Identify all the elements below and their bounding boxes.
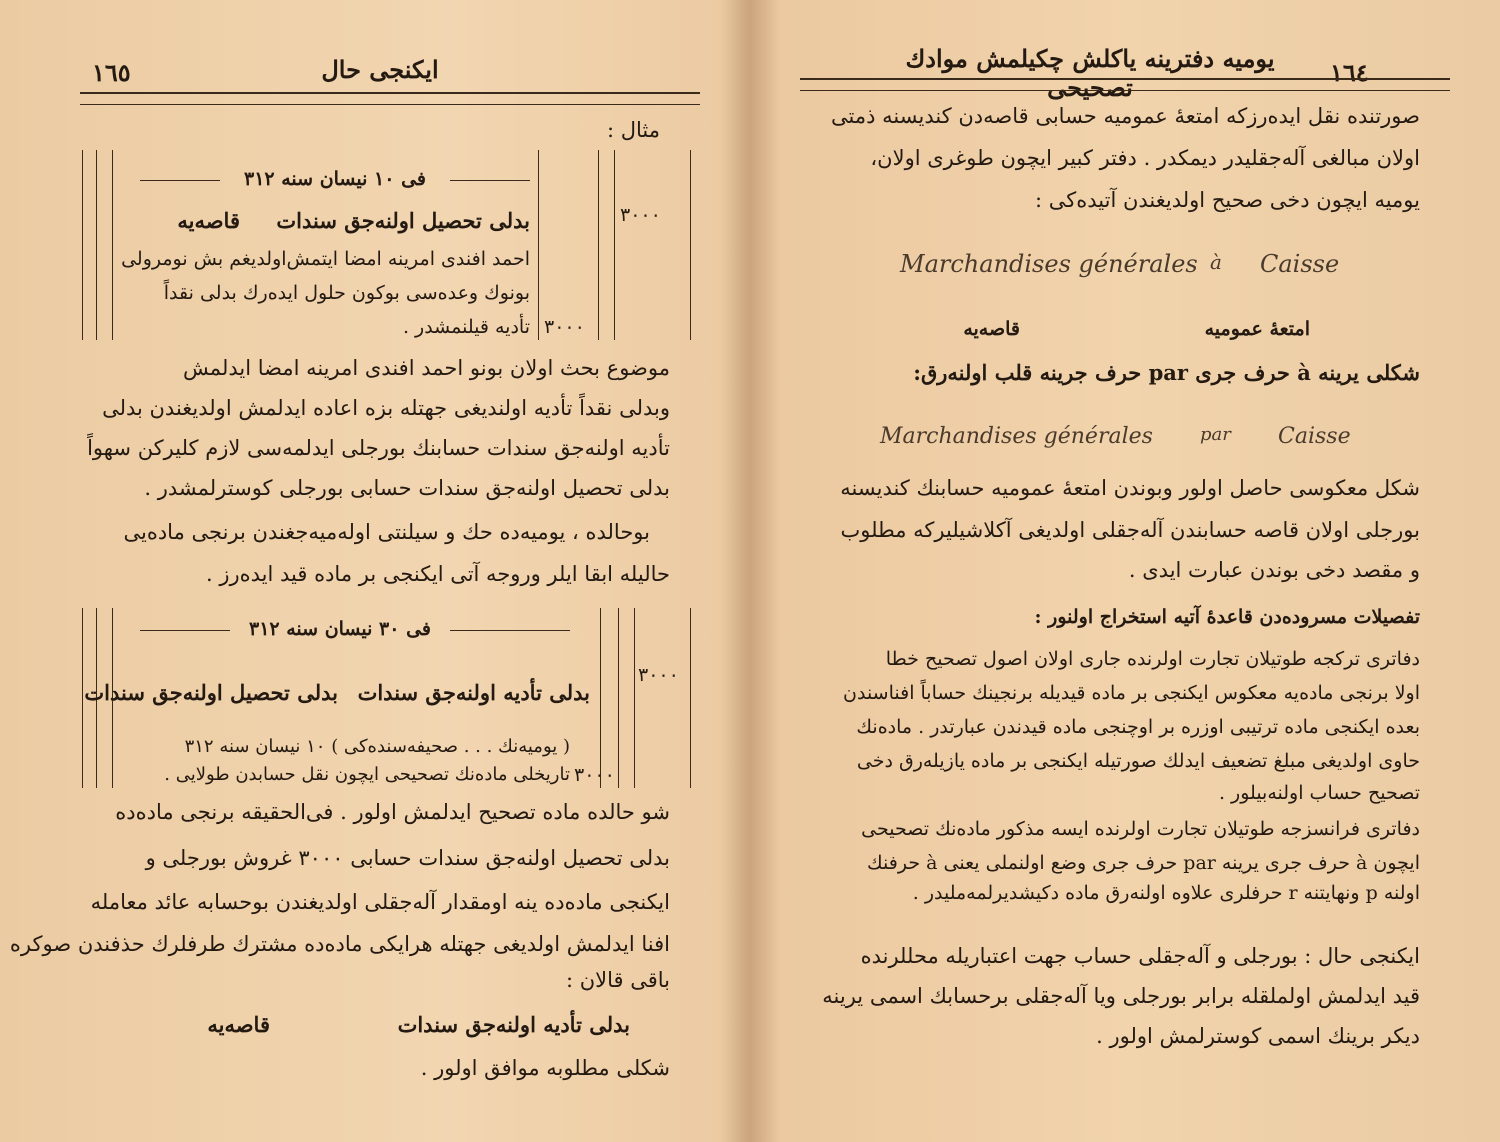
entry1-date: فی ١٠ نیسان سنه ٣١٢ xyxy=(244,168,426,190)
right-page-header: یومیه دفترینه یاكلش چكیلمش موادك تصحیحی xyxy=(905,44,1275,102)
entry2-credit: بدلی تحصیل اولنه‌جق سندات xyxy=(84,680,338,705)
entry1-debit: بدلی تحصیل اولنه‌جق سندات xyxy=(276,208,530,233)
right-header-rule xyxy=(800,78,1450,91)
para3-line-3: ایكنجی ماده‌ده ینه اومقدار آله‌جقلی اولدیغندن بوحسابه عائد معامله xyxy=(90,890,670,914)
para1-line-1: موضوع بحث اولان بونو احمد افندی امرینه امضا ایدلمش xyxy=(183,356,670,380)
para4-right-line-3: دیكر برینك اسمی كوسترلمش اولور . xyxy=(1096,1024,1420,1048)
entry2-line-1: ( یومیه‌نك . . . صحیفه‌سنده‌كی ) ١٠ نیسان سنه ٣١٢ xyxy=(184,736,570,757)
entry2-debit: بدلی تأدیه اولنه‌جق سندات xyxy=(357,680,590,705)
para1-right-line-1: شكل معكوسی حاصل اولور وبوندن امتعهٔ عمومیه حسابنك كندیسنه xyxy=(840,476,1420,500)
para2-line-2: حالیله ابقا ایلر وروجه آتی ایكنجی بر ماده قید ایده‌رز . xyxy=(205,562,670,586)
para2-right-line-3: بعده ایكنجی ماده ترتیبی اوزره بر اوچنجی ماده قیدندن عبارتدر . ماده‌نك xyxy=(856,716,1420,738)
intro-line-1: صورتنده نقل ایده‌رزكه امتعهٔ عمومیه حسابی قاصه‌دن كندیسنه ذمتی xyxy=(831,104,1420,128)
entry2-date: فی ٣٠ نیسان سنه ٣١٢ xyxy=(249,618,431,640)
latin-entry-2-preposition: par xyxy=(1200,424,1231,445)
intro-line-3: یومیه ایچون دخی صحیح اولدیغندن آتیده‌كی : xyxy=(1035,188,1420,212)
entry1-line-2: بونوك وعده‌سی بوكون حلول ایده‌رك بدلی نقداً xyxy=(163,282,530,304)
para1-right-line-3: و مقصد دخی بوندن عبارت ایدی . xyxy=(1128,558,1420,582)
para3-line-2: بدلی تحصیل اولنه‌جق سندات حسابی ٣٠٠٠ غروش بورجلی و xyxy=(145,846,670,870)
right-page xyxy=(760,0,1500,1142)
ottoman-entry-credit: قاصه‌یه xyxy=(963,318,1020,340)
entry2-frame xyxy=(82,608,83,788)
para2-right-line-2: اولا برنجی ماده‌یه معكوس ایكنجی بر ماده قیدیله برنجینك حساباً افناسندن xyxy=(843,682,1420,704)
entry1-line-3: تأدیه قیلنمشدر . xyxy=(402,316,530,338)
right-page-number: ١٦٤ xyxy=(1330,58,1369,87)
para3-line-5: باقی قالان : xyxy=(565,968,670,992)
para4-right-line-2: قید ایدلمش اولملقله برابر بورجلی ویا آله‌جقلی برحسابك اسمی یرینه xyxy=(822,984,1420,1008)
para4-right-line-1: ایكنجی حال : بورجلی و آله‌جقلی حساب جهت اعتباریله محللرنده xyxy=(860,944,1420,968)
latin-entry-2-debit: Marchandises générales xyxy=(880,424,1153,449)
entry1-credit: قاصه‌یه xyxy=(177,208,240,233)
para3-right-line-2: ایچون à حرف جری یرینه par حرف جری وضع اولنملی یعنی à حرفنك xyxy=(867,852,1420,874)
para2-right-line-1: دفاتری تركجه طوتیلان تجارت اولرنده جاری اولان اصول تصحیح خطا xyxy=(885,648,1420,670)
para1-line-4: بدلی تحصیل اولنه‌جق سندات حسابی بورجلی كوسترلمشدر . xyxy=(144,476,670,500)
transform-line: شكلی یرینه à حرف جری par حرف جرینه قلب اولنه‌رق: xyxy=(913,360,1420,385)
para1-line-2: وبدلی نقداً تأدیه اولندیغی جهتله بزه اعاده ایدلمش اولدیغندن بدلی xyxy=(102,396,670,420)
para3-right-line-1: دفاتری فرانسزجه طوتیلان تجارت اولرنده ایسه مذكور ماده‌نك تصحیحی xyxy=(861,818,1420,840)
rule-line: تفصیلات مسروده‌دن قاعدهٔ آتیه استخراج اولنور : xyxy=(1034,606,1420,628)
latin-entry-1-preposition: à xyxy=(1210,250,1222,274)
latin-entry-2-credit: Caisse xyxy=(1278,424,1351,449)
latin-entry-1-debit: Marchandises générales xyxy=(900,250,1198,278)
ottoman-entry-debit: امتعهٔ عمومیه xyxy=(1204,318,1310,340)
final-debit: بدلی تأدیه اولنه‌جق سندات xyxy=(397,1012,630,1037)
entry1-amount-bottom: ٣٠٠٠ xyxy=(544,316,585,338)
final-line: شكلی مطلوبه موافق اولور . xyxy=(420,1056,670,1080)
left-page-number: ١٦٥ xyxy=(92,58,131,87)
final-credit: قاصه‌یه xyxy=(207,1012,270,1037)
entry1-line-1: احمد افندی امرینه امضا ایتمش‌اولدیغم بش نومرولی xyxy=(121,248,530,270)
para2-right-line-5: تصحیح حساب اولنه‌بیلور . xyxy=(1218,782,1420,804)
left-page-header: ایكنجی حال xyxy=(321,55,439,84)
para2-right-line-4: حاوی اولدیغی مبلغ تضعیف ایدلك صورتیله ایكنجی بر ماده یازیله‌رق دخی xyxy=(856,750,1420,772)
para3-line-1: شو حالده ماده تصحیح ایدلمش اولور . فی‌الحقیقه برنجی ماده‌ده xyxy=(115,800,670,824)
para1-right-line-2: بورجلی اولان قاصه حسابندن آله‌جقلی اولدیغی آكلاشیلیركه مطلوب xyxy=(840,518,1420,542)
example-label: مثال : xyxy=(607,118,660,142)
para3-right-line-3: اولنه p ونهایتنه r حرفلری علاوه اولنه‌رق ماده دكیشدیرلمه‌ملیدر . xyxy=(912,882,1420,904)
latin-entry-1-credit: Caisse xyxy=(1260,250,1340,278)
entry2-amount-top: ٣٠٠٠ xyxy=(638,664,679,686)
entry1-frame xyxy=(82,150,83,340)
para1-line-3: تأدیه اولنه‌جق سندات حسابنك بورجلی ایدلمه‌سی لازم كلیركن سهواً xyxy=(87,436,670,460)
entry1-amount-top: ٣٠٠٠ xyxy=(620,204,661,226)
entry2-line-2: تاریخلی ماده‌نك تصحیحی ایچون نقل حسابدن طولایی . xyxy=(164,764,570,785)
left-page xyxy=(0,0,740,1142)
left-header-rule xyxy=(80,92,700,105)
entry2-amount-bottom: ٣٠٠٠ xyxy=(574,764,615,786)
intro-line-2: اولان مبالغی آله‌جقلیدر دیمكدر . دفتر كبیر ایچون طوغری اولان، xyxy=(870,146,1420,170)
para2-line-1: بوحالده ، یومیه‌ده حك و سیلنتی اوله‌میه‌جغندن برنجی ماده‌یی xyxy=(123,520,650,544)
para3-line-4: افنا ایدلمش اولدیغی جهتله هرایكی ماده‌ده مشترك طرفلرك حذفندن صوكره xyxy=(9,932,670,956)
